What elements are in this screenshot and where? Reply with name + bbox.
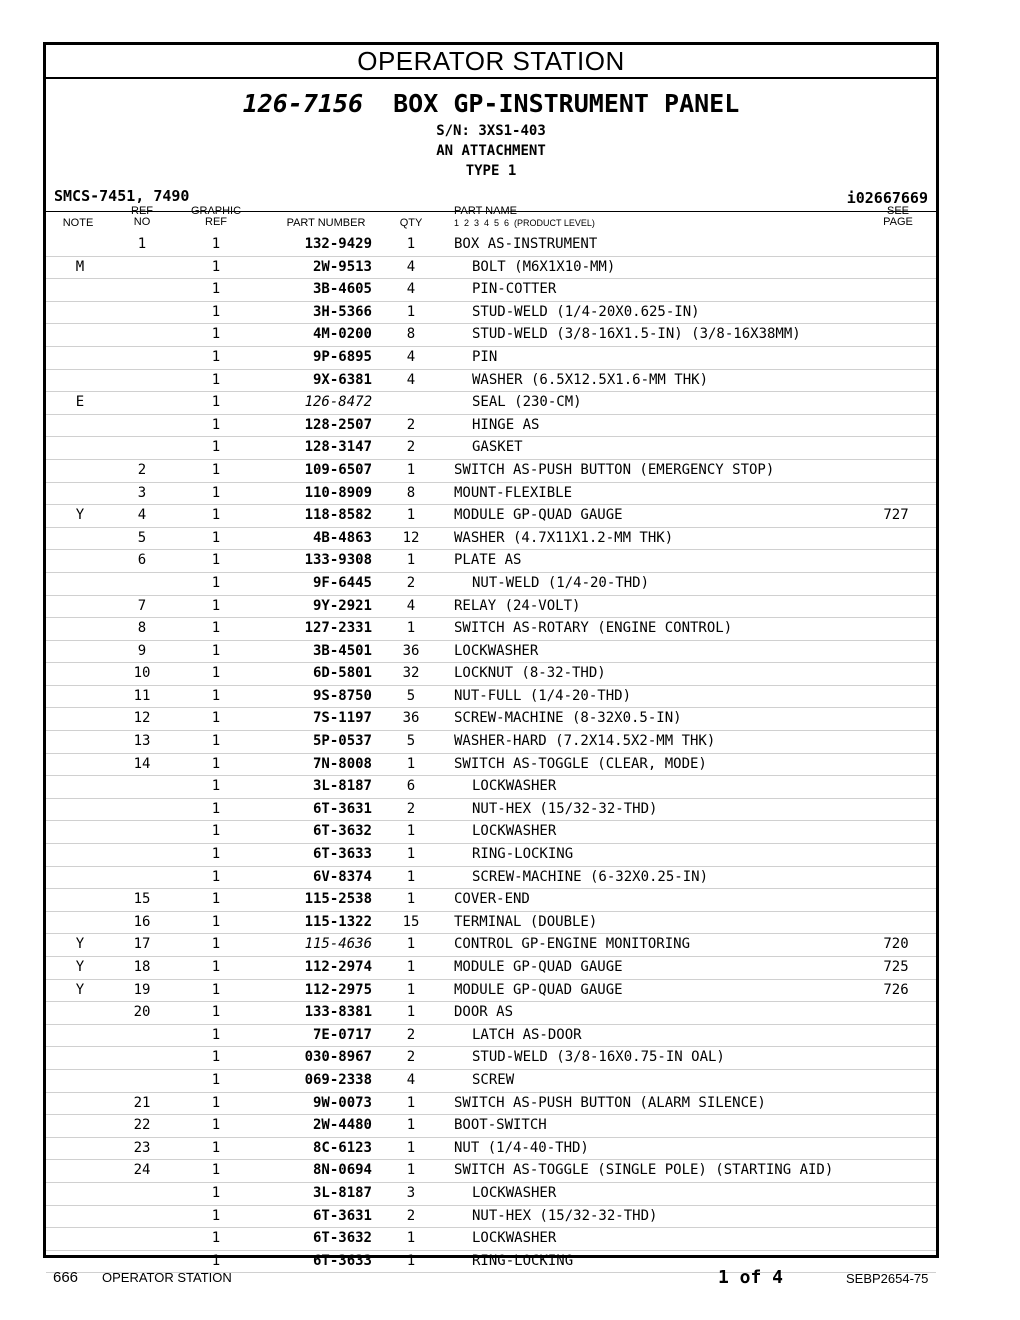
parts-list <box>46 234 936 1273</box>
graphic-ref-cell: 1 <box>211 1162 221 1179</box>
table-row <box>46 1002 936 1025</box>
col-qty: QTY <box>399 217 423 229</box>
see-page-cell: 725 <box>883 959 909 975</box>
table-row <box>46 867 936 890</box>
part-name-cell: TERMINAL (DOUBLE) <box>454 913 598 930</box>
graphic-ref-cell: 1 <box>211 868 221 885</box>
part-number-cell: 6T-3631 <box>312 800 372 817</box>
part-number-cell: 4B-4863 <box>312 529 372 546</box>
qty-cell: 3 <box>406 1184 416 1201</box>
smcs-code: SMCS-7451, 7490 <box>54 187 190 205</box>
table-row <box>46 257 936 280</box>
ref-no-cell: 5 <box>137 529 147 546</box>
part-number-cell: 5P-0537 <box>312 733 372 750</box>
note-cell: Y <box>75 981 85 998</box>
part-number-cell: 3L-8187 <box>312 1184 372 1201</box>
part-number-cell: 7N-8008 <box>312 755 372 772</box>
table-row <box>46 370 936 393</box>
graphic-ref-cell: 1 <box>211 348 221 365</box>
part-name-cell: SWITCH AS-TOGGLE (SINGLE POLE) (STARTING AID) <box>454 1162 834 1179</box>
qty-cell: 4 <box>406 258 416 275</box>
ref-no-cell: 24 <box>133 1162 151 1179</box>
part-number-cell: 127-2331 <box>304 620 372 637</box>
graphic-ref-cell: 1 <box>211 823 221 840</box>
graphic-ref-cell: 1 <box>211 981 221 998</box>
part-number-cell: 8C-6123 <box>312 1139 372 1156</box>
note-cell: E <box>75 394 85 411</box>
serial-number: S/N: 3XS1-403 <box>436 123 546 139</box>
graphic-ref-cell: 1 <box>211 371 221 388</box>
part-name-cell: LOCKNUT (8-32-THD) <box>454 665 606 682</box>
part-number-cell: 110-8909 <box>304 484 372 501</box>
part-name-cell: SWITCH AS-PUSH BUTTON (EMERGENCY STOP) <box>454 461 775 478</box>
part-number-cell: 6T-3631 <box>312 1207 372 1224</box>
qty-cell: 2 <box>406 416 416 433</box>
part-name-cell: RELAY (24-VOLT) <box>454 597 581 614</box>
part-name-cell: BOLT (M6X1X10-MM) <box>472 258 616 275</box>
qty-cell: 1 <box>406 959 416 975</box>
graphic-ref-cell: 1 <box>211 1230 221 1247</box>
col-see-b: PAGE <box>883 216 913 228</box>
part-name-cell: CONTROL GP-ENGINE MONITORING <box>454 936 691 953</box>
ref-no-cell: 22 <box>133 1117 151 1134</box>
qty-cell: 32 <box>402 665 420 682</box>
table-row <box>46 1138 936 1161</box>
table-row <box>46 347 936 370</box>
col-ref-b: NO <box>133 216 151 228</box>
graphic-ref-cell: 1 <box>211 507 221 524</box>
part-name-cell: WASHER-HARD (7.2X14.5X2-MM THK) <box>454 733 716 750</box>
ref-no-cell: 11 <box>133 687 151 704</box>
part-number-cell: 115-4636 <box>304 936 372 953</box>
part-number-cell: 133-8381 <box>304 1004 372 1021</box>
qty-cell: 2 <box>406 1207 416 1224</box>
footer-page-of: 1 of 4 <box>718 1267 784 1288</box>
part-name-cell: LOCKWASHER <box>472 1184 557 1201</box>
part-number-cell: 069-2338 <box>304 1071 372 1088</box>
ref-no-cell: 14 <box>133 755 151 772</box>
qty-cell: 1 <box>406 868 416 885</box>
ref-no-cell: 20 <box>133 1004 151 1021</box>
parts-page-frame <box>43 42 939 1269</box>
ref-no-cell: 3 <box>137 484 147 501</box>
qty-cell: 2 <box>406 800 416 817</box>
part-name-cell: MODULE GP-QUAD GAUGE <box>454 981 623 998</box>
illustration-id: i02667669 <box>846 189 928 207</box>
table-row <box>46 415 936 438</box>
qty-cell: 1 <box>406 620 416 637</box>
part-number-cell: 109-6507 <box>304 461 372 478</box>
table-row <box>46 663 936 686</box>
graphic-ref-cell: 1 <box>211 1071 221 1088</box>
part-name-cell: BOOT-SWITCH <box>454 1117 547 1134</box>
table-row <box>46 912 936 935</box>
col-graphic-b: REF <box>205 216 227 228</box>
graphic-ref-cell: 1 <box>211 1252 221 1269</box>
part-number-cell: 126-8472 <box>304 394 372 411</box>
part-number-cell: 6V-8374 <box>312 868 372 885</box>
ref-no-cell: 7 <box>137 597 147 614</box>
ref-no-cell: 16 <box>133 913 151 930</box>
qty-cell: 2 <box>406 574 416 591</box>
ref-no-cell: 9 <box>137 642 147 659</box>
part-name-cell: GASKET <box>472 439 523 456</box>
qty-cell: 4 <box>406 281 416 298</box>
part-number-cell: 6T-3632 <box>312 1230 372 1247</box>
part-name-cell: SWITCH AS-TOGGLE (CLEAR, MODE) <box>454 755 707 772</box>
table-row <box>46 618 936 641</box>
graphic-ref-cell: 1 <box>211 1139 221 1156</box>
part-name-cell: LOCKWASHER <box>472 1230 557 1247</box>
part-number-cell: 128-3147 <box>304 439 372 456</box>
part-name-cell: WASHER (4.7X11X1.2-MM THK) <box>454 529 674 546</box>
graphic-ref-cell: 1 <box>211 416 221 433</box>
ref-no-cell: 18 <box>133 959 151 975</box>
part-number-cell: 9X-6381 <box>312 371 372 388</box>
ref-no-cell: 1 <box>137 236 147 252</box>
graphic-ref-cell: 1 <box>211 461 221 478</box>
note-cell: Y <box>75 507 85 524</box>
table-row <box>46 731 936 754</box>
table-row <box>46 889 936 912</box>
graphic-ref-cell: 1 <box>211 574 221 591</box>
table-row <box>46 550 936 573</box>
table-row <box>46 799 936 822</box>
parts-group-header <box>46 79 936 207</box>
qty-cell: 8 <box>406 326 416 343</box>
col-see-a: SEE <box>886 205 909 217</box>
part-name-cell: PIN-COTTER <box>472 281 557 298</box>
graphic-ref-cell: 1 <box>211 1049 221 1066</box>
part-number-cell: 128-2507 <box>304 416 372 433</box>
table-row <box>46 641 936 664</box>
ref-no-cell: 8 <box>137 620 147 637</box>
table-row <box>46 460 936 483</box>
graphic-ref-cell: 1 <box>211 665 221 682</box>
qty-cell: 1 <box>406 755 416 772</box>
part-number-cell: 3B-4501 <box>312 642 372 659</box>
col-part-number: PART NUMBER <box>286 217 366 229</box>
col-part-name: PART NAME <box>454 205 517 217</box>
part-name-cell: STUD-WELD (3/8-16X1.5-IN) (3/8-16X38MM) <box>472 326 801 343</box>
table-row <box>46 686 936 709</box>
part-name-cell: MOUNT-FLEXIBLE <box>454 484 573 501</box>
part-name-cell: LATCH AS-DOOR <box>472 1026 582 1043</box>
part-number-cell: 3H-5366 <box>312 303 372 320</box>
part-number-cell: 6T-3633 <box>312 846 372 863</box>
col-graphic-a: GRAPHIC <box>190 205 242 217</box>
part-number-cell: 9S-8750 <box>312 687 372 704</box>
qty-cell: 1 <box>406 1230 416 1247</box>
graphic-ref-cell: 1 <box>211 303 221 320</box>
attachment-note: AN ATTACHMENT <box>436 143 546 159</box>
part-number-cell: 112-2974 <box>304 959 372 975</box>
qty-cell: 8 <box>406 484 416 501</box>
col-product-level: 1 2 3 4 5 6 (PRODUCT LEVEL) <box>454 218 595 228</box>
table-row <box>46 1093 936 1116</box>
graphic-ref-cell: 1 <box>211 326 221 343</box>
note-cell: Y <box>75 959 85 975</box>
table-row <box>46 980 936 1003</box>
part-number-cell: 132-9429 <box>304 236 372 252</box>
qty-cell: 1 <box>406 936 416 953</box>
table-row <box>46 957 936 980</box>
part-number-cell: 8N-0694 <box>312 1162 372 1179</box>
group-part-name: BOX GP-INSTRUMENT PANEL <box>393 89 740 118</box>
table-row <box>46 1047 936 1070</box>
graphic-ref-cell: 1 <box>211 778 221 795</box>
ref-no-cell: 10 <box>133 665 151 682</box>
ref-no-cell: 19 <box>133 981 151 998</box>
graphic-ref-cell: 1 <box>211 620 221 637</box>
qty-cell: 1 <box>406 981 416 998</box>
graphic-ref-cell: 1 <box>211 236 221 252</box>
qty-cell: 1 <box>406 1252 416 1269</box>
qty-cell: 36 <box>402 642 420 659</box>
part-number-cell: 6D-5801 <box>312 665 372 682</box>
part-name-cell: SCREW-MACHINE (6-32X0.25-IN) <box>472 868 709 885</box>
part-number-cell: 2W-9513 <box>312 258 372 275</box>
part-number-cell: 9Y-2921 <box>312 597 372 614</box>
table-row <box>46 392 936 415</box>
ref-no-cell: 13 <box>133 733 151 750</box>
part-number-cell: 112-2975 <box>304 981 372 998</box>
part-number-cell: 115-1322 <box>304 913 372 930</box>
see-page-cell: 720 <box>883 936 909 953</box>
graphic-ref-cell: 1 <box>211 394 221 411</box>
table-row <box>46 1206 936 1229</box>
ref-no-cell: 12 <box>133 710 151 727</box>
part-number-cell: 2W-4480 <box>312 1117 372 1134</box>
table-row <box>46 234 936 257</box>
table-row <box>46 1025 936 1048</box>
qty-cell: 6 <box>406 778 416 795</box>
qty-cell: 2 <box>406 439 416 456</box>
graphic-ref-cell: 1 <box>211 891 221 908</box>
see-page-cell: 726 <box>883 981 909 998</box>
part-name-cell: NUT-FULL (1/4-20-THD) <box>454 687 632 704</box>
part-number-cell: 3B-4605 <box>312 281 372 298</box>
part-name-cell: LOCKWASHER <box>472 778 557 795</box>
type-note: TYPE 1 <box>465 163 517 179</box>
part-name-cell: SCREW <box>472 1071 515 1088</box>
part-name-cell: BOX AS-INSTRUMENT <box>454 236 598 252</box>
part-name-cell: NUT (1/4-40-THD) <box>454 1139 589 1156</box>
graphic-ref-cell: 1 <box>211 439 221 456</box>
qty-cell: 1 <box>406 1139 416 1156</box>
graphic-ref-cell: 1 <box>211 642 221 659</box>
graphic-ref-cell: 1 <box>211 1117 221 1134</box>
qty-cell: 1 <box>406 507 416 524</box>
part-number-cell: 6T-3633 <box>312 1252 372 1269</box>
table-row <box>46 483 936 506</box>
part-number-cell: 115-2538 <box>304 891 372 908</box>
graphic-ref-cell: 1 <box>211 733 221 750</box>
part-name-cell: LOCKWASHER <box>454 642 539 659</box>
qty-cell: 4 <box>406 371 416 388</box>
table-row <box>46 1160 936 1183</box>
part-number-cell: 3L-8187 <box>312 778 372 795</box>
part-name-cell: MODULE GP-QUAD GAUGE <box>454 507 623 524</box>
table-row <box>46 776 936 799</box>
part-number-cell: 7E-0717 <box>312 1026 372 1043</box>
table-row <box>46 279 936 302</box>
part-name-cell: WASHER (6.5X12.5X1.6-MM THK) <box>472 371 709 388</box>
qty-cell: 4 <box>406 1071 416 1088</box>
graphic-ref-cell: 1 <box>211 529 221 546</box>
group-title <box>46 89 936 118</box>
ref-no-cell: 17 <box>133 936 151 953</box>
graphic-ref-cell: 1 <box>211 552 221 569</box>
qty-cell: 1 <box>406 1004 416 1021</box>
part-number-cell: 9W-0073 <box>312 1094 372 1111</box>
graphic-ref-cell: 1 <box>211 1207 221 1224</box>
table-row <box>46 1115 936 1138</box>
qty-cell: 15 <box>402 913 420 930</box>
qty-cell: 1 <box>406 823 416 840</box>
column-headers <box>46 204 936 234</box>
part-name-cell: SEAL (230-CM) <box>472 394 582 411</box>
part-number-cell: 030-8967 <box>304 1049 372 1066</box>
graphic-ref-cell: 1 <box>211 959 221 975</box>
part-name-cell: DOOR AS <box>454 1004 514 1021</box>
graphic-ref-cell: 1 <box>211 1184 221 1201</box>
ref-no-cell: 15 <box>133 891 151 908</box>
graphic-ref-cell: 1 <box>211 846 221 863</box>
part-name-cell: SWITCH AS-PUSH BUTTON (ALARM SILENCE) <box>454 1094 766 1111</box>
section-title: OPERATOR STATION <box>46 45 936 79</box>
qty-cell: 5 <box>406 733 416 750</box>
table-row <box>46 596 936 619</box>
graphic-ref-cell: 1 <box>211 484 221 501</box>
qty-cell: 1 <box>406 552 416 569</box>
qty-cell: 1 <box>406 891 416 908</box>
graphic-ref-cell: 1 <box>211 1026 221 1043</box>
qty-cell: 2 <box>406 1026 416 1043</box>
group-part-number: 126-7156 <box>242 89 364 118</box>
part-name-cell: HINGE AS <box>472 416 540 433</box>
qty-cell: 1 <box>406 1094 416 1111</box>
footer-doc-id: SEBP2654-75 <box>846 1271 929 1286</box>
qty-cell: 1 <box>406 1162 416 1179</box>
note-cell: Y <box>75 936 85 953</box>
ref-no-cell: 2 <box>137 461 147 478</box>
table-row <box>46 821 936 844</box>
part-name-cell: COVER-END <box>454 891 530 908</box>
part-name-cell: SWITCH AS-ROTARY (ENGINE CONTROL) <box>454 620 733 637</box>
part-name-cell: PLATE AS <box>454 552 522 569</box>
part-number-cell: 9P-6895 <box>312 348 372 365</box>
table-row <box>46 324 936 347</box>
graphic-ref-cell: 1 <box>211 1094 221 1111</box>
part-name-cell: STUD-WELD (3/8-16X0.75-IN OAL) <box>472 1049 725 1066</box>
see-page-cell: 727 <box>883 507 909 524</box>
col-ref-a: REF <box>131 205 153 217</box>
table-row <box>46 754 936 777</box>
graphic-ref-cell: 1 <box>211 597 221 614</box>
ref-no-cell: 23 <box>133 1139 151 1156</box>
qty-cell: 1 <box>406 846 416 863</box>
note-cell: M <box>75 258 85 275</box>
graphic-ref-cell: 1 <box>211 800 221 817</box>
graphic-ref-cell: 1 <box>211 710 221 727</box>
part-number-cell: 133-9308 <box>304 552 372 569</box>
part-number-cell: 6T-3632 <box>312 823 372 840</box>
table-row <box>46 934 936 957</box>
qty-cell: 2 <box>406 1049 416 1066</box>
part-number-cell: 9F-6445 <box>312 574 372 591</box>
table-row <box>46 573 936 596</box>
part-name-cell: RING-LOCKING <box>472 1252 574 1269</box>
part-number-cell: 7S-1197 <box>312 710 372 727</box>
graphic-ref-cell: 1 <box>211 281 221 298</box>
part-name-cell: NUT-HEX (15/32-32-THD) <box>472 800 658 817</box>
qty-cell: 4 <box>406 348 416 365</box>
qty-cell: 1 <box>406 461 416 478</box>
graphic-ref-cell: 1 <box>211 913 221 930</box>
part-name-cell: MODULE GP-QUAD GAUGE <box>454 959 623 975</box>
table-row <box>46 505 936 528</box>
qty-cell: 36 <box>402 710 420 727</box>
qty-cell: 1 <box>406 303 416 320</box>
qty-cell: 4 <box>406 597 416 614</box>
footer-section: OPERATOR STATION <box>102 1270 232 1285</box>
part-name-cell: LOCKWASHER <box>472 823 557 840</box>
graphic-ref-cell: 1 <box>211 755 221 772</box>
part-name-cell: NUT-HEX (15/32-32-THD) <box>472 1207 658 1224</box>
ref-no-cell: 4 <box>137 507 147 524</box>
graphic-ref-cell: 1 <box>211 258 221 275</box>
part-name-cell: STUD-WELD (1/4-20X0.625-IN) <box>472 303 700 320</box>
footer-page-number: 666 <box>53 1269 79 1286</box>
graphic-ref-cell: 1 <box>211 687 221 704</box>
table-row <box>46 528 936 551</box>
part-name-cell: NUT-WELD (1/4-20-THD) <box>472 574 650 591</box>
table-row <box>46 1183 936 1206</box>
qty-cell: 1 <box>406 236 416 252</box>
part-name-cell: SCREW-MACHINE (8-32X0.5-IN) <box>454 710 682 727</box>
part-number-cell: 118-8582 <box>304 507 372 524</box>
table-row <box>46 1070 936 1093</box>
graphic-ref-cell: 1 <box>211 1004 221 1021</box>
part-number-cell: 4M-0200 <box>312 326 372 343</box>
table-row <box>46 844 936 867</box>
table-row <box>46 302 936 325</box>
ref-no-cell: 21 <box>133 1094 151 1111</box>
table-row <box>46 1228 936 1251</box>
qty-cell: 5 <box>406 687 416 704</box>
graphic-ref-cell: 1 <box>211 936 221 953</box>
table-row <box>46 437 936 460</box>
part-name-cell: PIN <box>472 348 498 365</box>
part-name-cell: RING-LOCKING <box>472 846 574 863</box>
page-footer <box>0 1267 1020 1291</box>
qty-cell: 12 <box>402 529 420 546</box>
qty-cell: 1 <box>406 1117 416 1134</box>
table-row <box>46 708 936 731</box>
ref-no-cell: 6 <box>137 552 147 569</box>
col-note: NOTE <box>62 217 94 229</box>
